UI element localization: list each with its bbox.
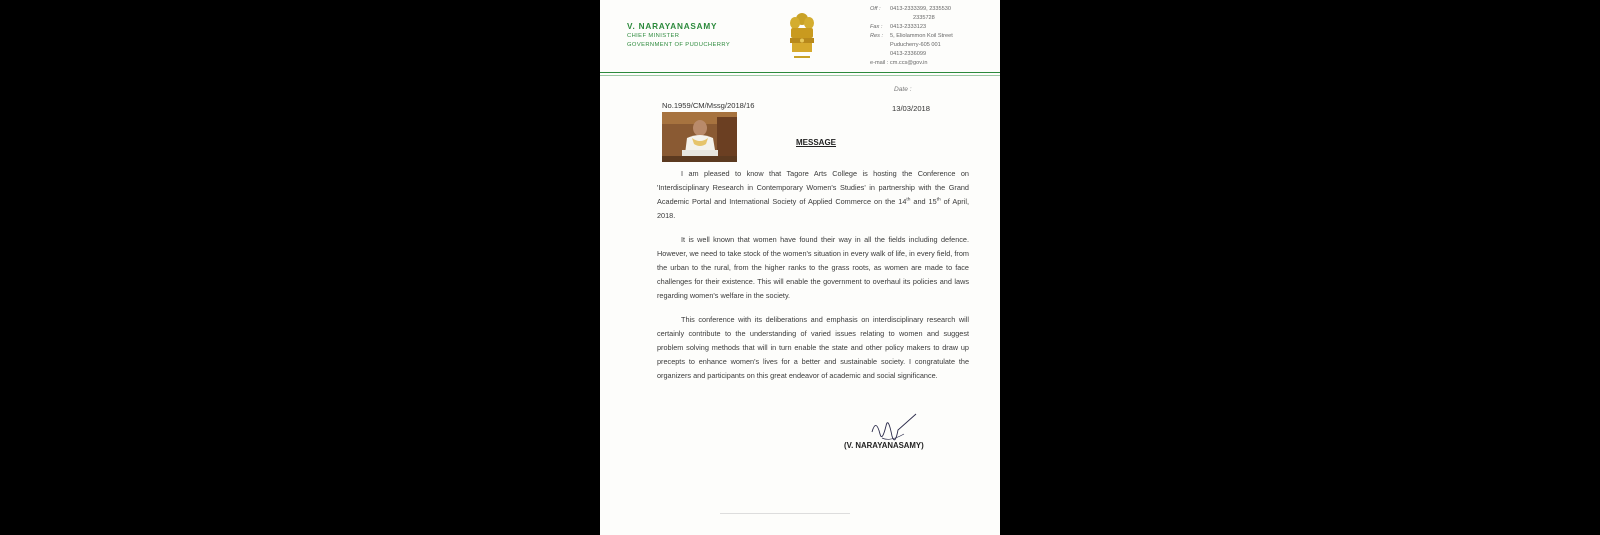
office-label: Off : [870, 6, 881, 12]
letter-body [657, 167, 969, 393]
signatory-name: (V. NARAYANASAMY) [844, 441, 924, 450]
residence-address: 5, Eliolammon Koil Street [890, 33, 953, 39]
office-phone-2: 2335728 [913, 15, 935, 21]
paragraph-1: I am pleased to know that Tagore Arts College is hosting the Conference on 'Interdisciplinary Research in Contemporary Women's Studies' in partnership with the Grand Academic Portal and International Society of Applied Commerce on the 14th and 15th of April, 2018. [657, 169, 969, 220]
paragraph-3: This conference with its deliberations and emphasis on interdisciplinary research will certainly contribute to the understanding of varied issues relating to women and suggest problem solving methods that will in turn enable the state and other policy makers to draw up precepts to enhance women's lives for a better and sustainable society. I congratulate the organizers and participants on this great endeavor of academic and social significance. [657, 315, 969, 380]
residence-phone: 0413-2336099 [890, 51, 927, 57]
letterhead-divider-secondary [600, 75, 1000, 76]
ashoka-emblem-icon [784, 10, 820, 66]
handwritten-signature [868, 412, 948, 460]
residence-label: Res : [870, 33, 884, 39]
letter-date: 13/03/2018 [892, 104, 931, 113]
scan-artifact [720, 513, 850, 514]
fax-label: Fax : [870, 24, 883, 30]
letter-page [600, 0, 1000, 535]
chief-minister-photo [662, 112, 737, 162]
sender-name: V. NARAYANASAMY [627, 22, 718, 31]
message-title: MESSAGE [796, 138, 837, 147]
letterhead-divider [600, 72, 1000, 73]
paragraph-2: It is well known that women have found their way in all the fields including defence. However, we need to take stock of the women's situation in every walk of life, in every field, from the urban to the rural, from the higher ranks to the grass roots, as women are made to face challenges for their existence. This will enable the government to overhaul its policies and laws regarding women's welfare in the society. [657, 235, 969, 300]
sender-government: GOVERNMENT OF PUDUCHERRY [627, 42, 731, 48]
office-phone: 0413-2333399, 2335530 [890, 6, 951, 12]
fax-number: 0413-2333123 [890, 24, 927, 30]
sender-designation: CHIEF MINISTER [627, 33, 680, 39]
reference-number: No.1959/CM/Mssg/2018/16 [662, 101, 755, 110]
residence-city: Puducherry-605 001 [890, 42, 941, 48]
contact-block [870, 5, 1000, 68]
date-label: Date : [894, 86, 912, 93]
email-address: e-mail : cm.ccs@gov.in [870, 60, 928, 66]
